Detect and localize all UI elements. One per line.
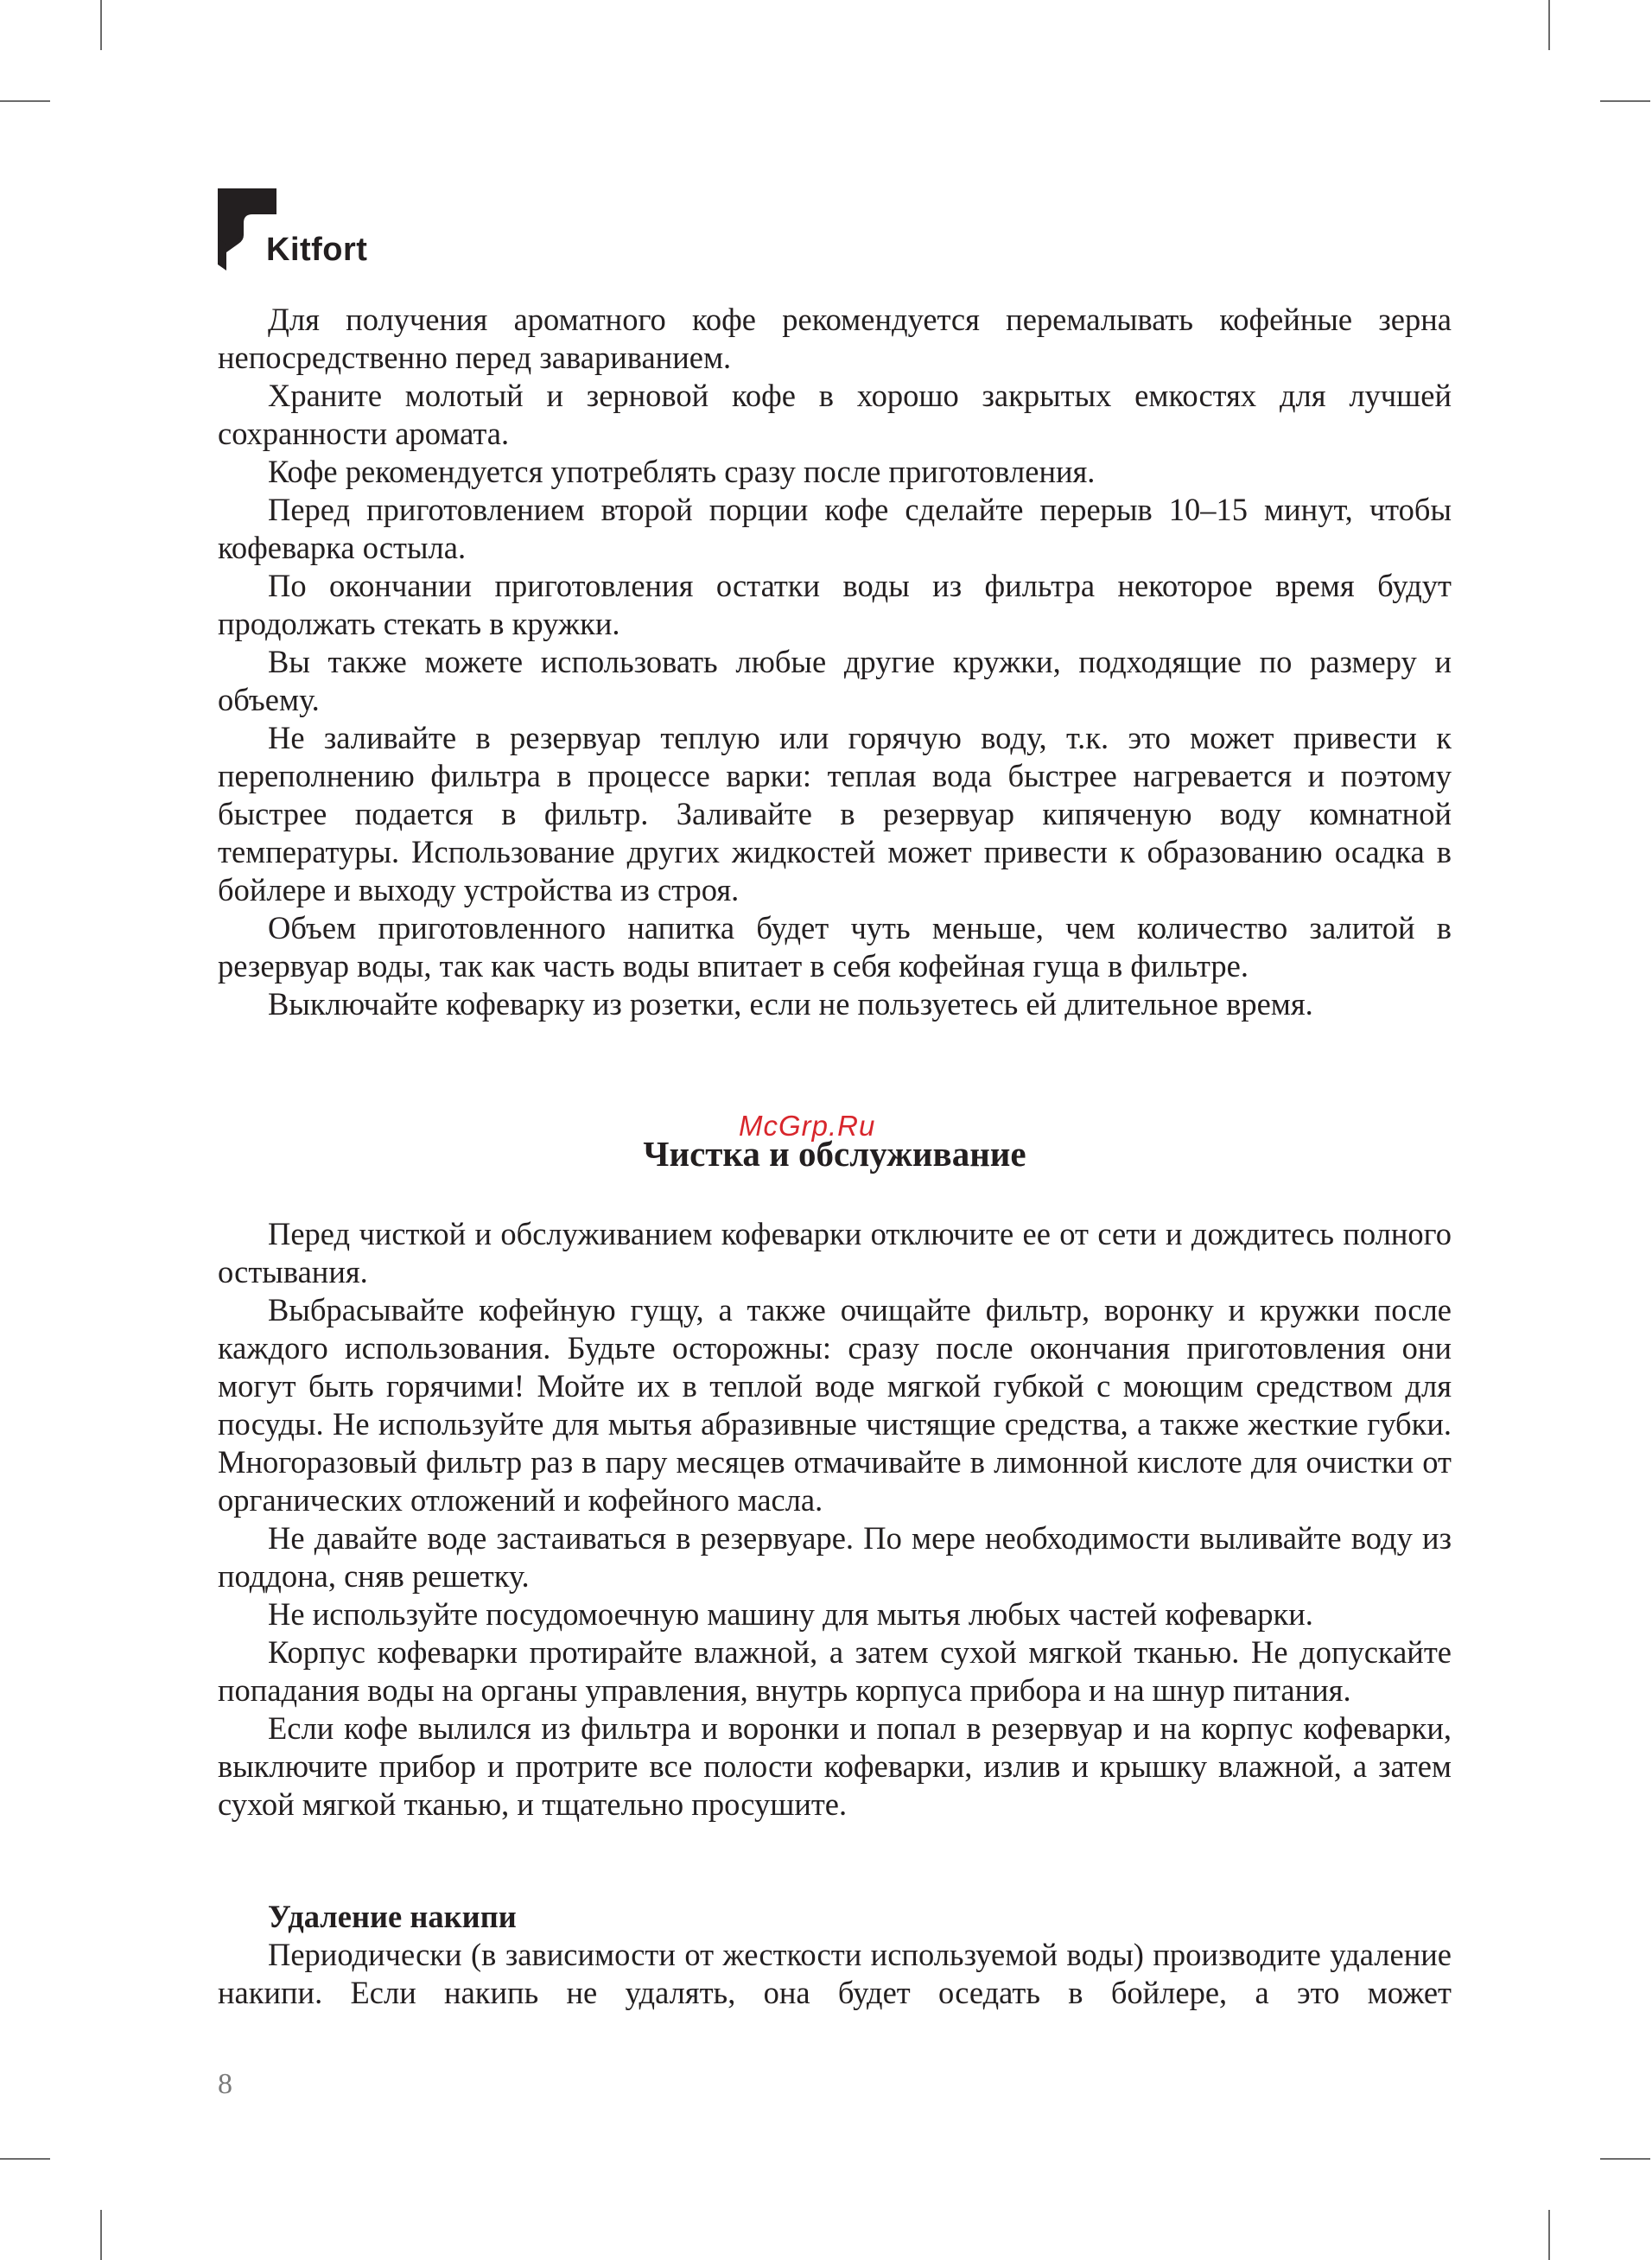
paragraph: Вы также можете использовать любые другие кружки, подходящие по размеру и объему. xyxy=(218,644,1452,717)
crop-mark xyxy=(1548,0,1550,50)
paragraph: По окончании приготовления остатки воды из фильтра некоторое время будут продолжать стекать в кружки. xyxy=(218,568,1452,641)
paragraph: Для получения ароматного кофе рекомендуется перемалывать кофейные зерна непосредственно перед завариванием. xyxy=(218,302,1452,375)
crop-mark xyxy=(0,2158,50,2160)
brand-name: Kitfort xyxy=(266,232,368,268)
paragraph: Не заливайте в резервуар теплую или горячую воду, т.к. это может привести к переполнению фильтра в процессе варки: теплая вода быстрее нагревается и поэтому быстрее подается в фильтр. Заливайте в резервуар кипяченую воду комнатной температуры. Использование других жидкостей может привести к образованию осадка в бойлере и выходу устройства из строя. xyxy=(218,720,1452,907)
paragraph: Корпус кофеварки протирайте влажной, а затем сухой мягкой тканью. Не допускайте попадания воды на органы управления, внутрь корпуса прибора и на шнур питания. xyxy=(218,1634,1452,1708)
paragraph: Перед чисткой и обслуживанием кофеварки отключите ее от сети и дождитесь полного остывания. xyxy=(218,1216,1452,1289)
cleaning-section xyxy=(218,1215,1452,1824)
subsection-title: Удаление накипи xyxy=(268,1899,517,1934)
paragraph: Кофе рекомендуется употреблять сразу после приготовления. xyxy=(268,454,1096,489)
paragraph: Если кофе вылился из фильтра и воронки и попал в резервуар и на корпус кофеварки, выключите прибор и протрите все полости кофеварки, излив и крышку влажной, а затем сухой мягкой тканью, и тщательно просушите. xyxy=(218,1710,1452,1822)
crop-mark xyxy=(1600,2158,1650,2160)
section-title: Чистка и обслуживание xyxy=(643,1134,1026,1174)
crop-mark xyxy=(1548,2210,1550,2260)
watermark: McGrp.Ru xyxy=(739,1110,876,1142)
crop-mark xyxy=(0,100,50,102)
paragraph: Перед приготовлением второй порции кофе сделайте перерыв 10–15 минут, чтобы кофеварка остыла. xyxy=(218,492,1452,565)
paragraph: Выключайте кофеварку из розетки, если не пользуетесь ей длительное время. xyxy=(268,986,1313,1022)
intro-section xyxy=(218,301,1452,1023)
descaling-section xyxy=(218,1898,1452,2012)
paragraph: Не давайте воде застаиваться в резервуаре. По мере необходимости выливайте воду из поддона, сняв решетку. xyxy=(218,1520,1452,1594)
crop-mark xyxy=(1600,100,1650,102)
crop-mark xyxy=(100,0,102,50)
paragraph: Объем приготовленного напитка будет чуть меньше, чем количество залитой в резервуар воды, так как часть воды впитает в себя кофейная гуща в фильтре. xyxy=(218,910,1452,984)
crop-mark xyxy=(100,2210,102,2260)
brand-logo xyxy=(218,188,391,275)
paragraph: Не используйте посудомоечную машину для мытья любых частей кофеварки. xyxy=(268,1596,1313,1632)
paragraph: Храните молотый и зерновой кофе в хорошо закрытых емкостях для лучшей сохранности аромата. xyxy=(218,378,1452,451)
paragraph: Периодически (в зависимости от жесткости используемой воды) производите удаление накипи. Если накипь не удалять, она будет оседать в бойлере, а это может xyxy=(218,1937,1452,2010)
page-number: 8 xyxy=(218,2068,232,2100)
paragraph: Выбрасывайте кофейную гущу, а также очищайте фильтр, воронку и кружки после каждого использования. Будьте осторожны: сразу после окончания приготовления они могут быть горячими! Мойте их в теплой воде мягкой губкой с моющим средством для посуды. Не используйте для мытья абразивные чистящие средства, а также жесткие губки. Многоразовый фильтр раз в пару месяцев отмачивайте в лимонной кислоте для очистки от органических отложений и кофейного масла. xyxy=(218,1292,1452,1518)
